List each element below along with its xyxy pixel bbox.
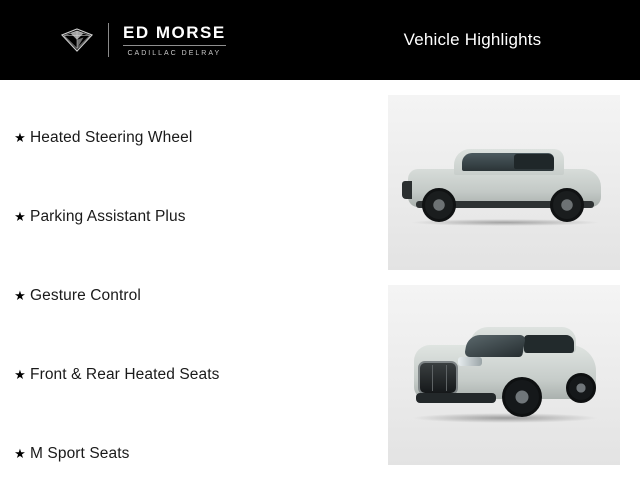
- cadillac-crest-icon: [60, 28, 94, 52]
- feature-label: Gesture Control: [30, 286, 141, 304]
- feature-label: Front & Rear Heated Seats: [30, 365, 220, 383]
- dealer-subtitle: CADILLAC DELRAY: [127, 49, 222, 57]
- feature-label: Parking Assistant Plus: [30, 207, 186, 225]
- dealer-name-block: [123, 23, 226, 58]
- list-item: [0, 98, 375, 177]
- page-header: [0, 0, 640, 80]
- dealer-branding: [60, 23, 226, 58]
- dealer-name: ED MORSE: [123, 22, 226, 42]
- vehicle-photo-front-three-quarter: [388, 285, 620, 465]
- star-icon: ★: [14, 446, 26, 461]
- list-item: [0, 335, 375, 414]
- dealer-name-rule: [123, 45, 226, 46]
- star-icon: ★: [14, 288, 26, 303]
- photo-backdrop: [388, 285, 620, 465]
- list-item: [0, 414, 375, 480]
- feature-list: [0, 80, 375, 480]
- photo-backdrop: [388, 95, 620, 270]
- star-icon: ★: [14, 367, 26, 382]
- list-item: [0, 256, 375, 335]
- suv-front-illustration: [406, 323, 604, 427]
- feature-label: M Sport Seats: [30, 444, 130, 462]
- feature-label: Heated Steering Wheel: [30, 128, 193, 146]
- page-body: [0, 80, 640, 480]
- star-icon: ★: [14, 209, 26, 224]
- suv-side-illustration: [402, 143, 607, 225]
- page-title: Vehicle Highlights: [403, 30, 542, 49]
- list-item: [0, 177, 375, 256]
- vehicle-photo-side-profile: [388, 95, 620, 270]
- branding-divider: [108, 23, 109, 57]
- star-icon: ★: [14, 130, 26, 145]
